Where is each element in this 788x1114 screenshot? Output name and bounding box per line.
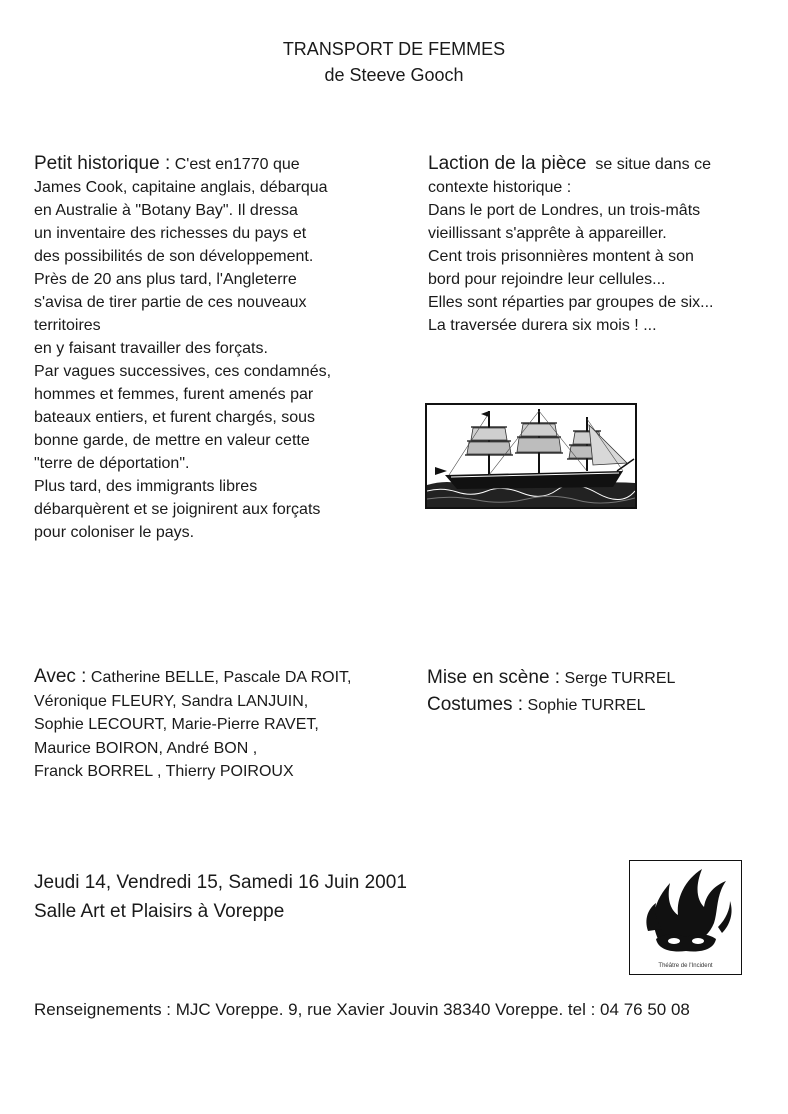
page-header: [0, 36, 788, 88]
costumes-line: [427, 692, 767, 719]
direction-label: Mise en scène :: [427, 667, 561, 688]
historique-line: hommes et femmes, furent amenés par: [34, 386, 314, 403]
historique-line: C'est en1770 que: [174, 156, 300, 173]
theatre-mask-logo-icon: [630, 861, 740, 961]
contact-info: Renseignements : MJC Voreppe. 9, rue Xavier Jouvin 38340 Voreppe. tel : 04 76 50 08: [34, 1000, 690, 1019]
historique-line: Près de 20 ans plus tard, l'Angleterre: [34, 271, 297, 288]
action-line: Dans le port de Londres, un trois-mâts: [428, 202, 701, 219]
historique-line: territoires: [34, 317, 101, 334]
cast-line: Sophie LECOURT, Marie-Pierre RAVET,: [34, 716, 319, 733]
historique-line: en y faisant travailler des forçats.: [34, 340, 268, 357]
historique-line: des possibilités de son développement.: [34, 248, 314, 265]
action-line: bord pour rejoindre leur cellules...: [428, 271, 666, 288]
historique-line: bonne garde, de mettre en valeur cette: [34, 432, 310, 449]
event-details: [34, 868, 407, 926]
action-line: La traversée durera six mois ! ...: [428, 317, 657, 334]
action-line: vieillissant s'apprête à appareiller.: [428, 225, 667, 242]
logo-caption: Théâtre de l'Incident: [658, 963, 713, 969]
ship-illustration: [425, 403, 637, 509]
cast-section: [34, 665, 414, 784]
cast-line: Franck BORREL , Thierry POIROUX: [34, 763, 294, 780]
action-heading: Laction de la pièce: [428, 153, 587, 174]
historique-line: "terre de déportation".: [34, 455, 190, 472]
action-line: contexte historique :: [428, 179, 572, 196]
historique-line: James Cook, capitaine anglais, débarqua: [34, 179, 328, 196]
historique-line: pour coloniser le pays.: [34, 524, 195, 541]
cast-first-line: [34, 665, 414, 690]
action-line: Elles sont réparties par groupes de six...: [428, 294, 714, 311]
historique-line: s'avisa de tirer partie de ces nouveaux: [34, 294, 307, 311]
action-section: [428, 152, 768, 337]
historique-line: Plus tard, des immigrants libres: [34, 478, 258, 495]
historique-line: débarquèrent et se joignirent aux forçats: [34, 501, 321, 518]
direction-value: Serge TURREL: [564, 670, 676, 687]
play-title: TRANSPORT DE FEMMES: [282, 39, 506, 59]
event-dates: Jeudi 14, Vendredi 15, Samedi 16 Juin 2001: [34, 872, 407, 893]
theatre-logo: [629, 860, 742, 975]
historique-line: en Australie à "Botany Bay". Il dressa: [34, 202, 298, 219]
play-author: de Steeve Gooch: [324, 65, 464, 85]
three-masted-ship-icon: [427, 405, 635, 507]
direction-line: [427, 665, 767, 692]
historique-heading: Petit historique :: [34, 153, 171, 174]
historique-section: [34, 152, 414, 544]
historique-line: bateaux entiers, et furent chargés, sous: [34, 409, 316, 426]
cast-line: Véronique FLEURY, Sandra LANJUIN,: [34, 692, 309, 710]
historique-line: Par vagues successives, ces condamnés,: [34, 363, 332, 380]
action-line: se situe dans ce: [595, 156, 711, 173]
historique-line: un inventaire des richesses du pays et: [34, 225, 307, 242]
costumes-label: Costumes :: [427, 694, 524, 715]
cast-heading: Avec :: [34, 666, 87, 687]
crew-section: [427, 665, 767, 719]
historique-first-line: [34, 152, 414, 176]
action-first-line: [428, 152, 768, 176]
event-venue: Salle Art et Plaisirs à Voreppe: [34, 901, 285, 922]
cast-line: Catherine BELLE, Pascale DA ROIT,: [90, 669, 352, 686]
costumes-value: Sophie TURREL: [527, 697, 646, 714]
action-line: Cent trois prisonnières montent à son: [428, 248, 694, 265]
cast-line: Maurice BOIRON, André BON ,: [34, 739, 258, 757]
